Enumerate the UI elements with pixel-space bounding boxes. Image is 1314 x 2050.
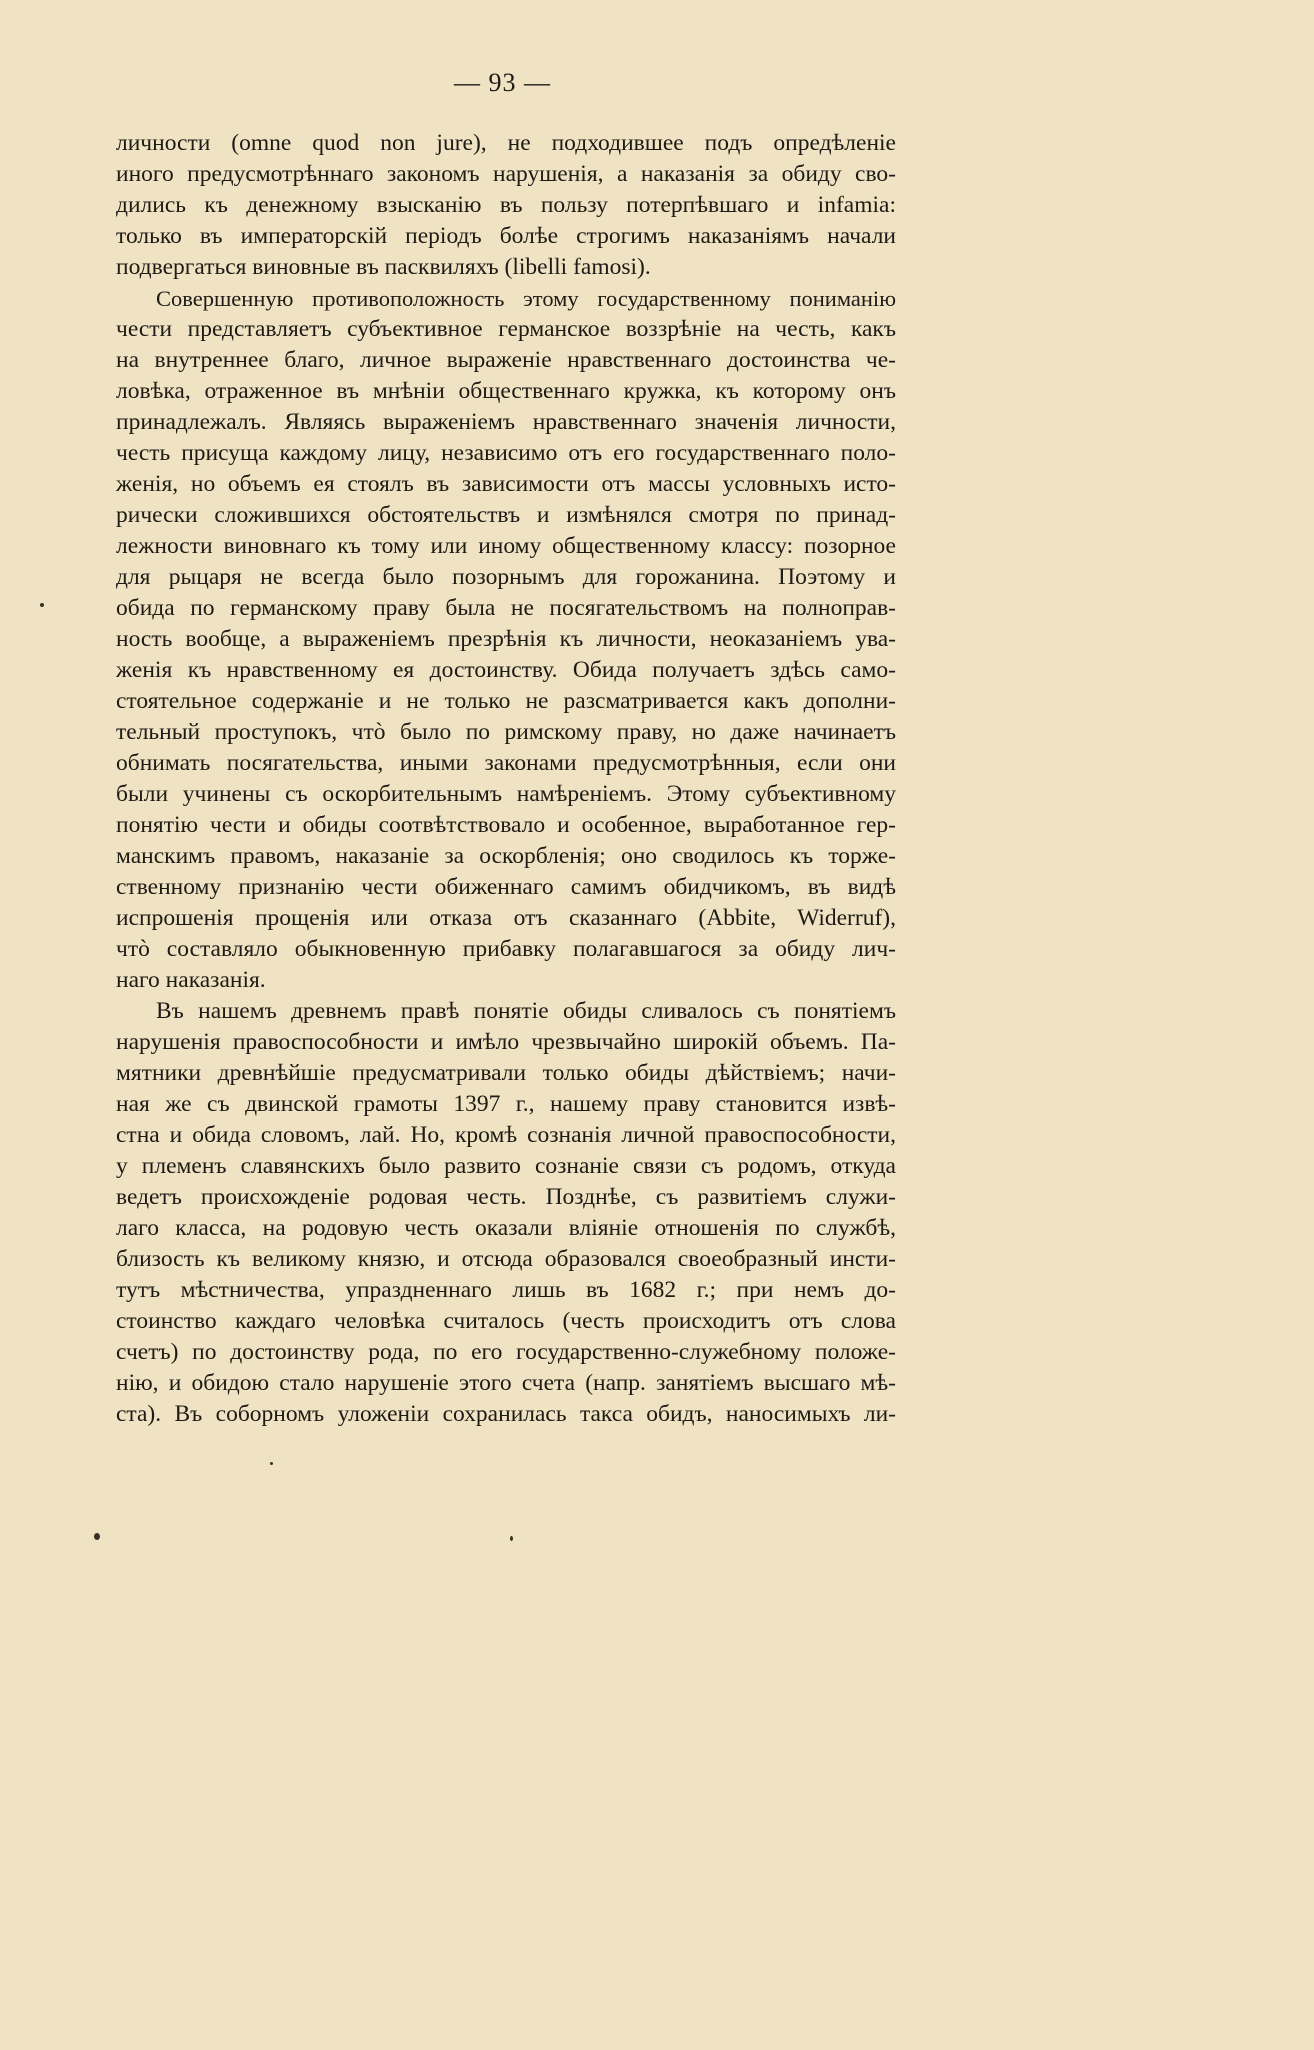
text-line: стоятельное содержаніе и не только не разсматривается какъ дополни- xyxy=(116,688,896,714)
ink-speck xyxy=(40,603,44,607)
ink-speck xyxy=(94,1533,100,1540)
text-line: чести представляетъ субъективное германское воззрѣніе на честь, какъ xyxy=(116,316,896,342)
text-line: Совершенную противоположность этому государственному пониманію xyxy=(156,286,896,311)
text-line: ная же съ двинской грамоты 1397 г., нашему праву становится извѣ- xyxy=(116,1091,896,1117)
text-line: чтò составляло обыкновенную прибавку полагавшагося за обиду лич- xyxy=(116,936,896,962)
text-line: принадлежалъ. Являясь выраженіемъ нравственнаго значенія личности, xyxy=(116,409,896,435)
text-line: счетъ) по достоинству рода, по его государственно-служебному положе- xyxy=(116,1339,896,1365)
text-line: женія къ нравственному ея достоинству. Обида получаетъ здѣсь само- xyxy=(116,657,896,683)
paragraph-russian-law xyxy=(116,996,896,1430)
paragraph-continuation xyxy=(116,128,896,283)
text-line: стна и обида словомъ, лай. Но, кромѣ сознанія личной правоспособности, xyxy=(116,1122,896,1148)
body-text xyxy=(116,128,896,1430)
text-line: честь присуща каждому лицу, независимо отъ его государственнаго поло- xyxy=(116,440,896,466)
text-line: для рыцаря не всегда было позорнымъ для горожанина. Поэтому и xyxy=(116,564,896,590)
text-line: подвергаться виновные въ пасквиляхъ (libelli famosi). xyxy=(116,254,651,280)
text-line: Въ нашемъ древнемъ правѣ понятіе обиды сливалось съ понятіемъ xyxy=(156,998,896,1024)
text-line: близость къ великому князю, и отсюда образовался своеобразный инсти- xyxy=(116,1246,896,1272)
text-line: ственному признанію чести обиженнаго самимъ обидчикомъ, въ видѣ xyxy=(116,874,896,900)
text-line: тельный проступокъ, чтò было по римскому праву, но даже начинаетъ xyxy=(116,719,896,745)
text-line: иного предусмотрѣннаго закономъ нарушенія, а наказанія за обиду сво- xyxy=(116,161,896,187)
text-line: манскимъ правомъ, наказаніе за оскорбленія; оно сводилось къ торже- xyxy=(116,843,896,869)
text-line: нію, и обидою стало нарушеніе этого счета (напр. занятіемъ высшаго мѣ- xyxy=(116,1370,896,1396)
text-line: ловѣка, отраженное въ мнѣніи общественнаго кружка, къ которому онъ xyxy=(116,378,896,404)
text-line: стоинство каждаго человѣка считалось (честь происходитъ отъ слова xyxy=(116,1308,896,1334)
text-line: тутъ мѣстничества, упраздненнаго лишь въ 1682 г.; при немъ до- xyxy=(116,1277,896,1303)
text-line: наго наказанія. xyxy=(116,967,266,993)
text-line: мятники древнѣйшіе предусматривали только обиды дѣйствіемъ; начи- xyxy=(116,1060,896,1086)
text-line: только въ императорскій періодъ болѣе строгимъ наказаніямъ начали xyxy=(116,223,896,249)
text-line: рически сложившихся обстоятельствъ и измѣнялся смотря по принад- xyxy=(116,502,896,528)
paragraph-germanic-honor xyxy=(116,283,896,996)
ink-speck xyxy=(270,1462,273,1465)
text-line: личности (omne quod non jure), не подходившее подъ опредѣленіе xyxy=(116,130,896,156)
text-line: испрошенія прощенія или отказа отъ сказаннаго (Abbite, Widerruf), xyxy=(116,905,896,931)
ink-speck xyxy=(510,1536,513,1541)
text-line: понятію чести и обиды соотвѣтствовало и особенное, выработанное гер- xyxy=(116,812,896,838)
page-number: — 93 — xyxy=(454,68,551,97)
text-line: лежности виновнаго къ тому или иному общественному классу: позорное xyxy=(116,533,896,559)
text-line: у племенъ славянскихъ было развито сознаніе связи съ родомъ, откуда xyxy=(116,1153,896,1179)
text-line: обида по германскому праву была не посягательствомъ на полноправ- xyxy=(116,595,896,621)
text-line: были учинены съ оскорбительнымъ намѣреніемъ. Этому субъективному xyxy=(116,781,896,807)
text-line: обнимать посягательства, иными законами предусмотрѣнныя, если они xyxy=(116,750,896,776)
text-line: дились къ денежному взысканію въ пользу потерпѣвшаго и infamia: xyxy=(116,192,896,218)
text-line: ста). Въ соборномъ уложеніи сохранилась такса обидъ, наносимыхъ ли- xyxy=(116,1401,896,1427)
text-line: нарушенія правоспособности и имѣло чрезвычайно широкій объемъ. Па- xyxy=(116,1029,896,1055)
text-line: ведетъ происхожденіе родовая честь. Позднѣе, съ развитіемъ служи- xyxy=(116,1184,896,1210)
text-line: ность вообще, а выраженіемъ презрѣнія къ личности, неоказаніемъ ува- xyxy=(116,626,896,652)
text-line: женія, но объемъ ея стоялъ въ зависимости отъ массы условныхъ исто- xyxy=(116,471,896,497)
text-line: лаго класса, на родовую честь оказали вліяніе отношенія по службѣ, xyxy=(116,1215,896,1241)
text-line: на внутреннее благо, личное выраженіе нравственнаго достоинства че- xyxy=(116,347,896,373)
